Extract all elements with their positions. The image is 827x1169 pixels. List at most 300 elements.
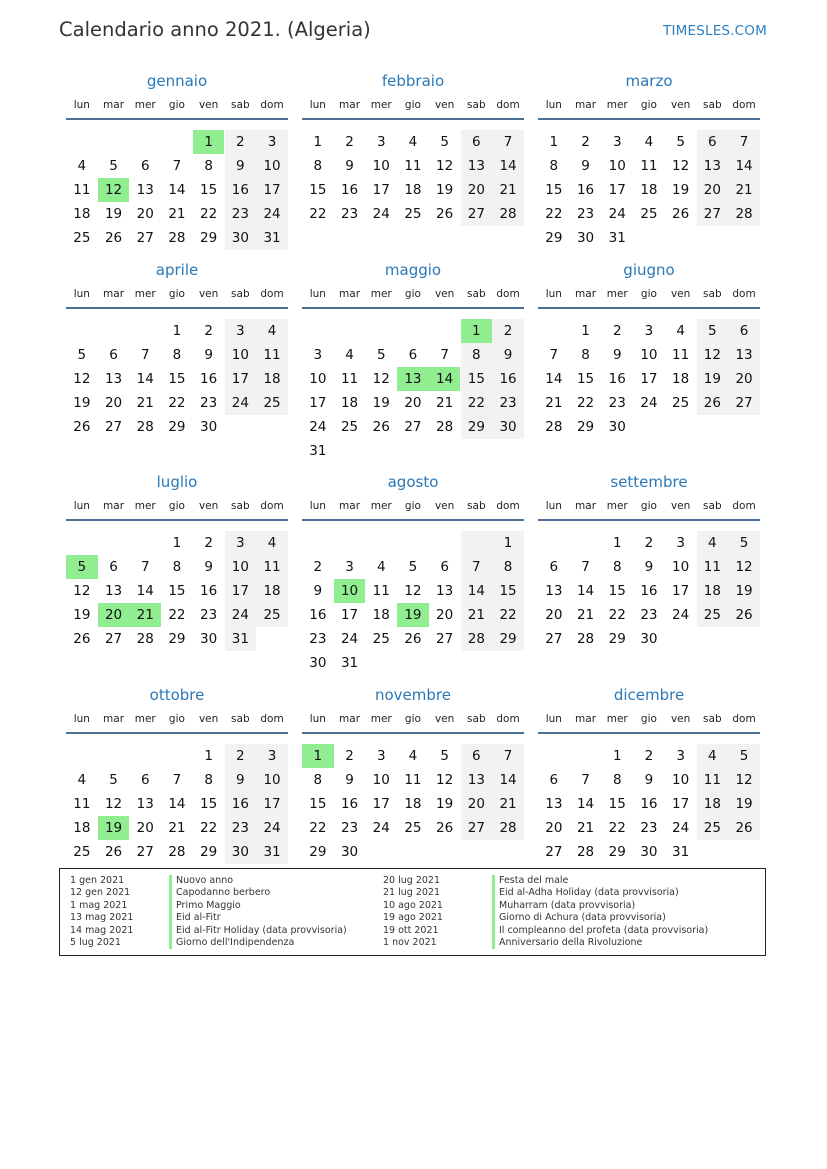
day-cell: 8 xyxy=(313,772,323,788)
day-cell: 31 xyxy=(608,230,626,246)
day-cell: 24 xyxy=(672,607,690,623)
weekday-header: mer xyxy=(370,99,392,111)
weekday-header: gio xyxy=(404,713,421,725)
day-cell: 30 xyxy=(492,415,524,439)
day-cell: 14 xyxy=(461,579,493,603)
legend-holiday-name: Eid al-Adha Holiday (data provvisoria) xyxy=(492,887,679,899)
holiday-day-cell: 10 xyxy=(334,579,366,603)
day-cell: 3 xyxy=(256,130,288,154)
day-cell: 15 xyxy=(309,796,327,812)
month-divider xyxy=(66,519,288,521)
weekday-header: mer xyxy=(606,713,628,725)
day-cell: 27 xyxy=(697,202,729,226)
day-cell: 14 xyxy=(576,583,595,599)
month-aprile xyxy=(66,261,288,439)
legend-date: 21 lug 2021 xyxy=(383,887,440,899)
weekday-header: gio xyxy=(168,99,185,111)
day-cell: 30 xyxy=(200,631,218,647)
weekday-header: lun xyxy=(309,99,326,111)
day-cell: 3 xyxy=(313,347,323,363)
day-cell: 9 xyxy=(313,583,323,599)
day-cell xyxy=(461,531,493,555)
day-cell: 28 xyxy=(545,419,563,435)
day-cell: 21 xyxy=(136,395,154,411)
day-cell: 1 xyxy=(581,323,590,339)
weekday-header: gio xyxy=(404,288,421,300)
day-cell: 18 xyxy=(404,796,422,812)
holiday-day-cell: 12 xyxy=(98,178,130,202)
day-cell: 23 xyxy=(340,206,359,222)
weekday-header: ven xyxy=(198,288,219,300)
day-cell: 21 xyxy=(728,178,760,202)
weekday-header: sab xyxy=(231,288,250,300)
day-cell: 6 xyxy=(440,559,449,575)
day-cell: 11 xyxy=(256,555,288,579)
weekday-header: mar xyxy=(575,288,597,300)
day-cell: 9 xyxy=(204,559,213,575)
day-cell: 29 xyxy=(608,631,626,647)
day-cell: 9 xyxy=(204,347,213,363)
day-cell: 24 xyxy=(225,391,257,415)
holiday-day-cell: 20 xyxy=(98,603,130,627)
day-cell: 15 xyxy=(608,796,626,812)
day-cell: 28 xyxy=(492,816,524,840)
weekday-header: dom xyxy=(260,500,284,512)
day-cell: 20 xyxy=(104,395,123,411)
day-cell: 29 xyxy=(492,627,524,651)
day-cell: 21 xyxy=(576,607,595,623)
day-cell: 24 xyxy=(256,816,288,840)
day-cell: 8 xyxy=(612,772,622,788)
day-cell: 6 xyxy=(408,347,418,363)
month-divider xyxy=(538,519,760,521)
day-cell: 21 xyxy=(461,603,493,627)
weekday-header: mer xyxy=(370,713,392,725)
legend-date: 19 ott 2021 xyxy=(383,924,439,936)
day-cell: 25 xyxy=(73,230,91,246)
weekday-header: ven xyxy=(670,713,691,725)
day-cell: 26 xyxy=(436,206,454,222)
day-cell: 3 xyxy=(676,535,685,551)
day-cell: 11 xyxy=(404,772,422,788)
day-cell: 29 xyxy=(200,844,218,860)
day-cell: 29 xyxy=(576,419,595,435)
day-cell: 24 xyxy=(225,603,257,627)
day-cell: 10 xyxy=(672,772,690,788)
weekday-header: sab xyxy=(231,500,250,512)
day-cell: 14 xyxy=(168,182,186,198)
weekday-header: mer xyxy=(606,99,628,111)
legend-holiday-name: Eid al-Fitr Holiday (data provvisoria) xyxy=(169,925,347,937)
day-cell: 20 xyxy=(136,820,154,836)
day-cell: 3 xyxy=(256,744,288,768)
day-cell: 26 xyxy=(436,820,454,836)
day-cell: 23 xyxy=(640,607,658,623)
day-cell: 25 xyxy=(372,631,390,647)
day-cell: 26 xyxy=(672,206,690,222)
day-cell: 2 xyxy=(225,130,257,154)
month-divider xyxy=(538,732,760,734)
day-cell: 10 xyxy=(256,768,288,792)
day-cell: 28 xyxy=(168,844,186,860)
day-cell: 6 xyxy=(109,559,118,575)
day-cell: 1 xyxy=(492,531,524,555)
weekday-header: sab xyxy=(703,500,722,512)
day-cell: 6 xyxy=(140,772,150,788)
day-cell: 25 xyxy=(640,206,658,222)
weekday-header: mar xyxy=(103,99,125,111)
day-cell: 10 xyxy=(640,347,658,363)
weekday-header: dom xyxy=(260,713,284,725)
day-cell: 1 xyxy=(612,748,622,764)
legend-holiday-name: Giorno dell'Indipendenza xyxy=(169,937,294,949)
day-cell: 5 xyxy=(728,744,760,768)
month-agosto xyxy=(302,473,524,675)
day-cell: 15 xyxy=(461,367,493,391)
day-cell: 26 xyxy=(104,230,123,246)
day-cell: 7 xyxy=(492,744,524,768)
day-cell: 2 xyxy=(204,323,213,339)
day-cell: 19 xyxy=(372,395,390,411)
day-cell: 17 xyxy=(608,182,626,198)
day-cell: 7 xyxy=(492,130,524,154)
day-cell: 22 xyxy=(461,391,493,415)
day-cell: 16 xyxy=(492,367,524,391)
day-cell: 28 xyxy=(576,631,595,647)
day-cell: 18 xyxy=(340,395,359,411)
weekday-header: mer xyxy=(606,500,628,512)
day-cell: 4 xyxy=(408,134,418,150)
day-cell: 17 xyxy=(225,367,257,391)
day-cell: 1 xyxy=(549,134,559,150)
holiday-day-cell: 14 xyxy=(429,367,461,391)
day-cell: 27 xyxy=(404,419,422,435)
day-cell: 1 xyxy=(172,535,182,551)
day-cell: 9 xyxy=(644,559,654,575)
day-cell: 6 xyxy=(140,158,150,174)
day-cell: 27 xyxy=(545,844,563,860)
day-cell: 12 xyxy=(104,796,123,812)
day-cell: 25 xyxy=(697,603,729,627)
weekday-header: lun xyxy=(309,500,326,512)
day-cell: 14 xyxy=(168,796,186,812)
day-cell: 16 xyxy=(340,796,359,812)
month-title: giugno xyxy=(623,261,675,279)
day-cell: 27 xyxy=(136,844,154,860)
weekday-header: lun xyxy=(545,713,562,725)
day-cell: 26 xyxy=(104,844,123,860)
day-cell: 18 xyxy=(73,206,91,222)
day-cell: 23 xyxy=(576,206,595,222)
day-cell: 6 xyxy=(461,744,493,768)
day-cell: 5 xyxy=(77,347,87,363)
day-cell: 15 xyxy=(545,182,563,198)
day-cell: 12 xyxy=(73,371,91,387)
weekday-header: dom xyxy=(496,713,520,725)
day-cell: 30 xyxy=(200,419,218,435)
weekday-header: dom xyxy=(496,500,520,512)
day-cell: 9 xyxy=(612,347,622,363)
day-cell: 18 xyxy=(640,182,658,198)
day-cell: 3 xyxy=(225,319,257,343)
day-cell: 26 xyxy=(728,603,760,627)
weekday-header: sab xyxy=(231,713,250,725)
legend-date: 1 nov 2021 xyxy=(383,937,437,948)
day-cell: 13 xyxy=(104,583,123,599)
day-cell: 2 xyxy=(345,748,354,764)
day-cell: 24 xyxy=(309,419,327,435)
day-cell: 21 xyxy=(492,792,524,816)
weekday-header: mar xyxy=(103,288,125,300)
day-cell: 2 xyxy=(492,319,524,343)
legend-holiday-name: Il compleanno del profeta (data provvisoria) xyxy=(492,925,708,937)
day-cell: 4 xyxy=(676,323,685,339)
weekday-header: dom xyxy=(732,288,756,300)
day-cell: 17 xyxy=(672,583,690,599)
day-cell: 6 xyxy=(549,772,559,788)
day-cell: 12 xyxy=(672,158,690,174)
day-cell: 12 xyxy=(436,772,454,788)
day-cell: 20 xyxy=(436,607,454,623)
day-cell: 11 xyxy=(73,182,91,198)
weekday-header: ven xyxy=(198,500,219,512)
weekday-header: ven xyxy=(434,99,455,111)
day-cell: 23 xyxy=(200,395,218,411)
month-divider xyxy=(538,307,760,309)
day-cell: 10 xyxy=(372,158,390,174)
day-cell: 5 xyxy=(676,134,685,150)
legend-holiday-name: Primo Maggio xyxy=(169,900,241,912)
day-cell: 23 xyxy=(340,820,359,836)
day-cell: 6 xyxy=(461,130,493,154)
day-cell: 14 xyxy=(492,768,524,792)
day-cell: 7 xyxy=(172,158,182,174)
day-cell: 9 xyxy=(225,768,257,792)
day-cell: 29 xyxy=(545,230,563,246)
day-cell: 6 xyxy=(728,319,760,343)
day-cell: 9 xyxy=(581,158,590,174)
day-cell: 12 xyxy=(728,768,760,792)
month-ottobre xyxy=(66,686,288,864)
day-cell: 16 xyxy=(309,607,327,623)
day-cell: 7 xyxy=(461,555,493,579)
weekday-header: mer xyxy=(370,288,392,300)
day-cell: 7 xyxy=(140,347,150,363)
day-cell: 3 xyxy=(644,323,654,339)
day-cell: 22 xyxy=(608,607,626,623)
day-cell: 26 xyxy=(73,631,91,647)
weekday-header: mar xyxy=(575,713,597,725)
day-cell: 8 xyxy=(204,158,213,174)
day-cell: 5 xyxy=(697,319,729,343)
month-giugno xyxy=(538,261,760,439)
day-cell: 17 xyxy=(640,371,658,387)
legend-holiday-name: Eid al-Fitr xyxy=(169,912,221,924)
weekday-header: dom xyxy=(732,500,756,512)
legend-holiday-name: Capodanno berbero xyxy=(169,887,270,899)
day-cell: 12 xyxy=(404,583,422,599)
day-cell: 24 xyxy=(672,820,690,836)
day-cell: 28 xyxy=(461,627,493,651)
day-cell: 30 xyxy=(340,844,359,860)
weekday-header: gio xyxy=(168,288,185,300)
month-title: marzo xyxy=(625,72,673,90)
day-cell: 14 xyxy=(728,154,760,178)
day-cell: 17 xyxy=(225,579,257,603)
month-title: settembre xyxy=(610,473,688,491)
weekday-header: mar xyxy=(575,500,597,512)
day-cell: 19 xyxy=(728,579,760,603)
day-cell: 23 xyxy=(309,631,327,647)
holiday-day-cell: 19 xyxy=(397,603,429,627)
day-cell: 19 xyxy=(697,367,729,391)
legend-holiday-name: Festa del male xyxy=(492,875,568,887)
day-cell: 23 xyxy=(225,202,257,226)
day-cell: 28 xyxy=(576,844,595,860)
weekday-header: ven xyxy=(198,99,219,111)
day-cell: 15 xyxy=(168,583,186,599)
site-link[interactable]: TIMESLES.COM xyxy=(663,23,767,39)
day-cell: 31 xyxy=(225,627,257,651)
weekday-header: mar xyxy=(103,500,125,512)
weekday-header: lun xyxy=(309,713,326,725)
weekday-header: lun xyxy=(545,99,562,111)
day-cell: 14 xyxy=(136,583,154,599)
day-cell: 17 xyxy=(309,395,327,411)
day-cell: 7 xyxy=(172,772,182,788)
day-cell: 11 xyxy=(73,796,91,812)
day-cell: 16 xyxy=(576,182,595,198)
day-cell: 13 xyxy=(136,796,154,812)
weekday-header: sab xyxy=(467,288,486,300)
day-cell: 8 xyxy=(172,559,182,575)
day-cell: 23 xyxy=(608,395,626,411)
day-cell: 9 xyxy=(492,343,524,367)
day-cell: 5 xyxy=(728,531,760,555)
day-cell: 22 xyxy=(608,820,626,836)
day-cell: 2 xyxy=(581,134,590,150)
day-cell: 21 xyxy=(545,395,563,411)
day-cell: 27 xyxy=(136,230,154,246)
day-cell: 15 xyxy=(200,796,218,812)
day-cell: 21 xyxy=(576,820,595,836)
weekday-header: ven xyxy=(434,713,455,725)
legend-holiday-name: Nuovo anno xyxy=(169,875,233,887)
day-cell: 13 xyxy=(728,343,760,367)
day-cell: 18 xyxy=(372,607,390,623)
day-cell: 28 xyxy=(728,202,760,226)
weekday-header: mer xyxy=(134,713,156,725)
legend-date: 14 mag 2021 xyxy=(70,924,134,936)
day-cell: 25 xyxy=(256,391,288,415)
day-cell: 8 xyxy=(612,559,622,575)
day-cell: 14 xyxy=(576,796,595,812)
day-cell: 2 xyxy=(644,748,654,764)
day-cell: 27 xyxy=(545,631,563,647)
day-cell: 30 xyxy=(576,230,595,246)
month-febbraio xyxy=(302,72,524,226)
day-cell: 10 xyxy=(672,559,690,575)
day-cell: 4 xyxy=(697,744,729,768)
weekday-header: gio xyxy=(168,713,185,725)
day-cell: 31 xyxy=(256,226,288,250)
day-cell: 25 xyxy=(256,603,288,627)
day-cell: 17 xyxy=(256,792,288,816)
day-cell: 16 xyxy=(640,583,658,599)
day-cell: 9 xyxy=(225,154,257,178)
legend-holiday-name: Anniversario della Rivoluzione xyxy=(492,937,642,949)
legend-date: 5 lug 2021 xyxy=(70,937,121,948)
day-cell: 12 xyxy=(697,343,729,367)
day-cell: 29 xyxy=(461,415,493,439)
day-cell: 16 xyxy=(225,792,257,816)
day-cell: 18 xyxy=(697,792,729,816)
day-cell: 26 xyxy=(728,816,760,840)
day-cell: 4 xyxy=(697,531,729,555)
day-cell: 27 xyxy=(104,631,123,647)
day-cell: 8 xyxy=(492,555,524,579)
day-cell: 27 xyxy=(436,631,454,647)
day-cell: 10 xyxy=(225,555,257,579)
legend-date: 13 mag 2021 xyxy=(70,912,134,924)
weekday-header: dom xyxy=(496,288,520,300)
day-cell: 16 xyxy=(200,371,218,387)
day-cell: 29 xyxy=(168,419,186,435)
weekday-header: dom xyxy=(496,99,520,111)
day-cell: 20 xyxy=(136,206,154,222)
day-cell: 2 xyxy=(225,744,257,768)
weekday-header: sab xyxy=(231,99,250,111)
day-cell: 8 xyxy=(461,343,493,367)
day-cell: 5 xyxy=(440,134,449,150)
weekday-header: gio xyxy=(640,288,657,300)
day-cell: 29 xyxy=(168,631,186,647)
day-cell: 6 xyxy=(697,130,729,154)
day-cell: 20 xyxy=(461,178,493,202)
day-cell: 20 xyxy=(545,607,563,623)
holiday-day-cell: 5 xyxy=(66,555,98,579)
day-cell: 17 xyxy=(256,178,288,202)
month-title: maggio xyxy=(384,261,442,279)
day-cell: 19 xyxy=(436,796,454,812)
legend-holiday-name: Giorno di Achura (data provvisoria) xyxy=(492,912,666,924)
weekday-header: ven xyxy=(198,713,219,725)
day-cell: 4 xyxy=(77,158,87,174)
day-cell: 30 xyxy=(640,631,658,647)
day-cell: 25 xyxy=(404,206,422,222)
day-cell: 2 xyxy=(345,134,354,150)
month-settembre xyxy=(538,473,760,651)
weekday-header: mer xyxy=(134,500,156,512)
weekday-header: sab xyxy=(703,713,722,725)
day-cell: 19 xyxy=(436,182,454,198)
weekday-header: mar xyxy=(339,99,361,111)
day-cell: 19 xyxy=(73,395,91,411)
day-cell: 30 xyxy=(225,226,257,250)
weekday-header: sab xyxy=(467,99,486,111)
day-cell: 4 xyxy=(376,559,386,575)
weekday-header: mer xyxy=(370,500,392,512)
day-cell: 18 xyxy=(672,371,690,387)
holiday-day-cell: 19 xyxy=(98,816,130,840)
page-title: Calendario anno 2021. (Algeria) xyxy=(59,18,371,41)
month-luglio xyxy=(66,473,288,651)
weekday-header: mer xyxy=(134,288,156,300)
day-cell: 26 xyxy=(697,391,729,415)
day-cell: 9 xyxy=(644,772,654,788)
weekday-header: ven xyxy=(434,500,455,512)
day-cell: 18 xyxy=(697,579,729,603)
